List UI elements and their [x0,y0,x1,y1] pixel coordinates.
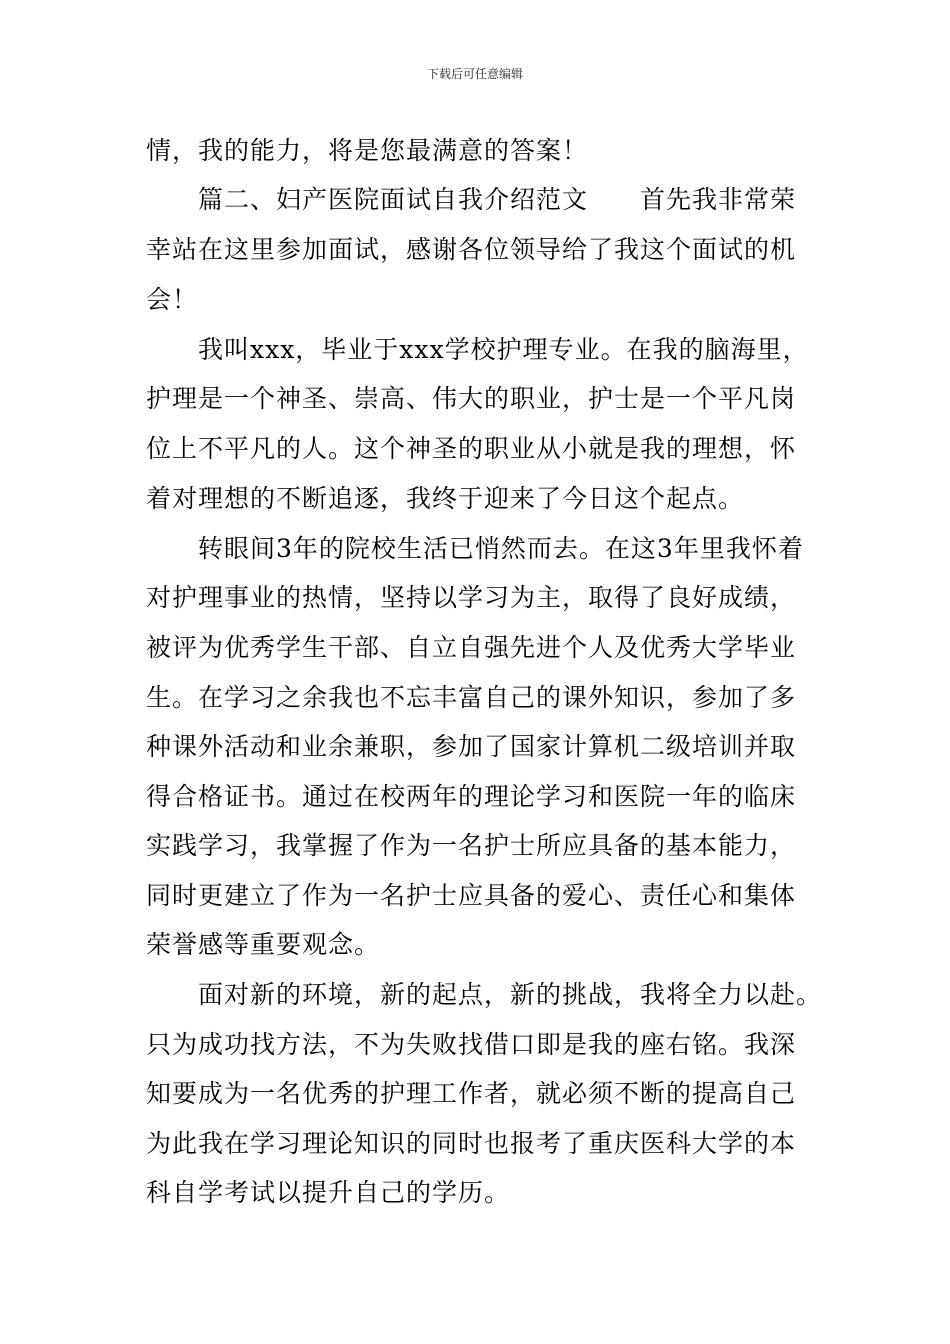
paragraph-start-line: 我叫xxx，毕业于xxx学校护理专业。在我的脑海里， [198,335,809,364]
paragraph-start-line: 篇二、妇产医院面试自我介绍范文 首先我非常荣 [198,185,797,214]
text-line: 会！ [146,285,199,314]
text-line: 生。在学习之余我也不忘丰富自己的课外知识，参加了多 [146,683,797,712]
paragraph-start-line: 面对新的环境，新的起点，新的挑战，我将全力以赴。 [198,980,823,1009]
text-line: 只为成功找方法，不为失败找借口即是我的座右铭。我深 [146,1030,797,1059]
text-line: 科自学考试以提升自己的学历。 [146,1178,511,1207]
text-line: 着对理想的不断追逐，我终于迎来了今日这个起点。 [146,484,745,513]
paragraph-start-line: 转眼间3年的院校生活已悄然而去。在这3年里我怀着 [198,534,804,563]
text-line: 荣誉感等重要观念。 [146,930,381,959]
text-line: 种课外活动和业余兼职，参加了国家计算机二级培训并取 [146,732,797,761]
text-line: 情，我的能力，将是您最满意的答案！ [146,136,589,165]
text-line: 为此我在学习理论知识的同时也报考了重庆医科大学的本 [146,1129,797,1158]
text-line: 同时更建立了作为一名护士应具备的爱心、责任心和集体 [146,881,797,910]
text-line: 位上不平凡的人。这个神圣的职业从小就是我的理想，怀 [146,434,797,463]
text-line: 幸站在这里参加面试，感谢各位领导给了我这个面试的机 [146,235,797,264]
text-line: 得合格证书。通过在校两年的理论学习和医院一年的临床 [146,782,797,811]
text-line: 护理是一个神圣、崇高、伟大的职业，护士是一个平凡岗 [146,384,797,413]
text-line: 实践学习，我掌握了作为一名护士所应具备的基本能力， [146,831,797,860]
text-line: 知要成为一名优秀的护理工作者，就必须不断的提高自己 [146,1079,797,1108]
text-line: 对护理事业的热情，坚持以学习为主，取得了良好成绩， [146,583,797,612]
page-header: 下载后可任意编辑 [426,67,523,81]
text-line: 被评为优秀学生干部、自立自强先进个人及优秀大学毕业 [146,633,797,662]
